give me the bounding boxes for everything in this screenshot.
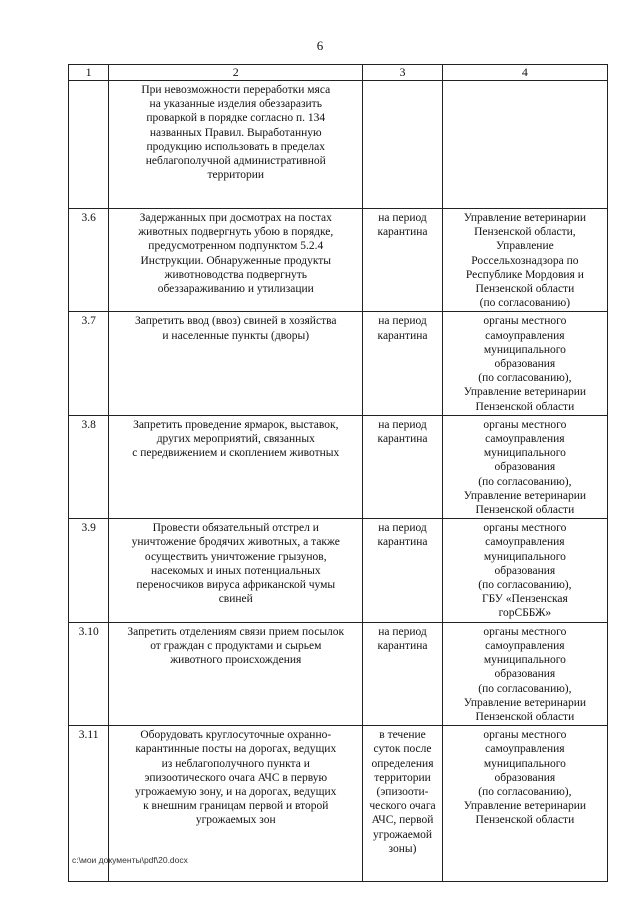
responsible-text: органы местного самоуправления муниципального образования (по согласованию), ГБУ «Пензенская горСББЖ» <box>442 519 607 622</box>
table-row <box>69 519 608 622</box>
row-number: 3.11 <box>69 726 109 882</box>
measure-text: Провести обязательный отстрел и уничтожение бродячих животных, а также осуществить уничтожение грызунов, насекомых и иных потенциальных переносчиков вируса африканской чумы свиней <box>109 519 363 622</box>
table-row <box>69 622 608 725</box>
measure-text: Запретить отделениям связи прием посылок от граждан с продуктами и сырьем животного происхождения <box>109 622 363 725</box>
page-number: 6 <box>316 38 324 53</box>
footer-file-path: c:\мои документы\pdf\20.docx <box>72 855 188 865</box>
header-col-4: 4 <box>442 65 607 81</box>
term-text <box>363 81 443 209</box>
header-col-1: 1 <box>69 65 109 81</box>
table-row <box>69 312 608 415</box>
row-number: 3.7 <box>69 312 109 415</box>
table-row <box>69 81 608 209</box>
row-number: 3.10 <box>69 622 109 725</box>
row-number <box>69 81 109 209</box>
row-number: 3.6 <box>69 209 109 312</box>
term-text: в течение суток после определения территории (эпизооти- ческого очага АЧС, первой угрожаемой зоны) <box>363 726 443 882</box>
responsible-text: органы местного самоуправления муниципального образования (по согласованию), Управление ветеринарии Пензенской области <box>442 726 607 882</box>
responsible-text: органы местного самоуправления муниципального образования (по согласованию), Управление ветеринарии Пензенской области <box>442 415 607 518</box>
measure-text: Запретить проведение ярмарок, выставок, других мероприятий, связанных с передвижением и скоплением животных <box>109 415 363 518</box>
term-text: на период карантина <box>363 415 443 518</box>
responsible-text: Управление ветеринарии Пензенской области, Управление Россельхознадзора по Республике Мордовия и Пензенской области (по согласованию) <box>442 209 607 312</box>
row-number: 3.9 <box>69 519 109 622</box>
header-col-3: 3 <box>363 65 443 81</box>
measure-text: При невозможности переработки мяса на указанные изделия обеззаразить проваркой в порядке согласно п. 134 названных Правил. Выработанную продукцию использовать в пределах неблагополучной административной территории <box>109 81 363 209</box>
term-text: на период карантина <box>363 312 443 415</box>
term-text: на период карантина <box>363 519 443 622</box>
measure-text: Оборудовать круглосуточные охранно- карантинные посты на дорогах, ведущих из неблагополучного пункта и эпизоотического очага АЧС в первую угрожаемую зону, и на дорогах, ведущих к внешним границам первой и второй угрожаемых зон <box>109 726 363 882</box>
header-col-2: 2 <box>109 65 363 81</box>
responsible-text: органы местного самоуправления муниципального образования (по согласованию), Управление ветеринарии Пензенской области <box>442 622 607 725</box>
measure-text: Запретить ввод (ввоз) свиней в хозяйства и населенные пункты (дворы) <box>109 312 363 415</box>
term-text: на период карантина <box>363 209 443 312</box>
responsible-text <box>442 81 607 209</box>
table-row <box>69 415 608 518</box>
table-header-row <box>69 65 608 81</box>
table-row <box>69 209 608 312</box>
measures-table <box>68 64 608 882</box>
term-text: на период карантина <box>363 622 443 725</box>
responsible-text: органы местного самоуправления муниципального образования (по согласованию), Управление ветеринарии Пензенской области <box>442 312 607 415</box>
row-number: 3.8 <box>69 415 109 518</box>
measure-text: Задержанных при досмотрах на постах животных подвергнуть убою в порядке, предусмотренном подпунктом 5.2.4 Инструкции. Обнаруженные продукты животноводства подвергнуть обеззараживанию и утилизации <box>109 209 363 312</box>
